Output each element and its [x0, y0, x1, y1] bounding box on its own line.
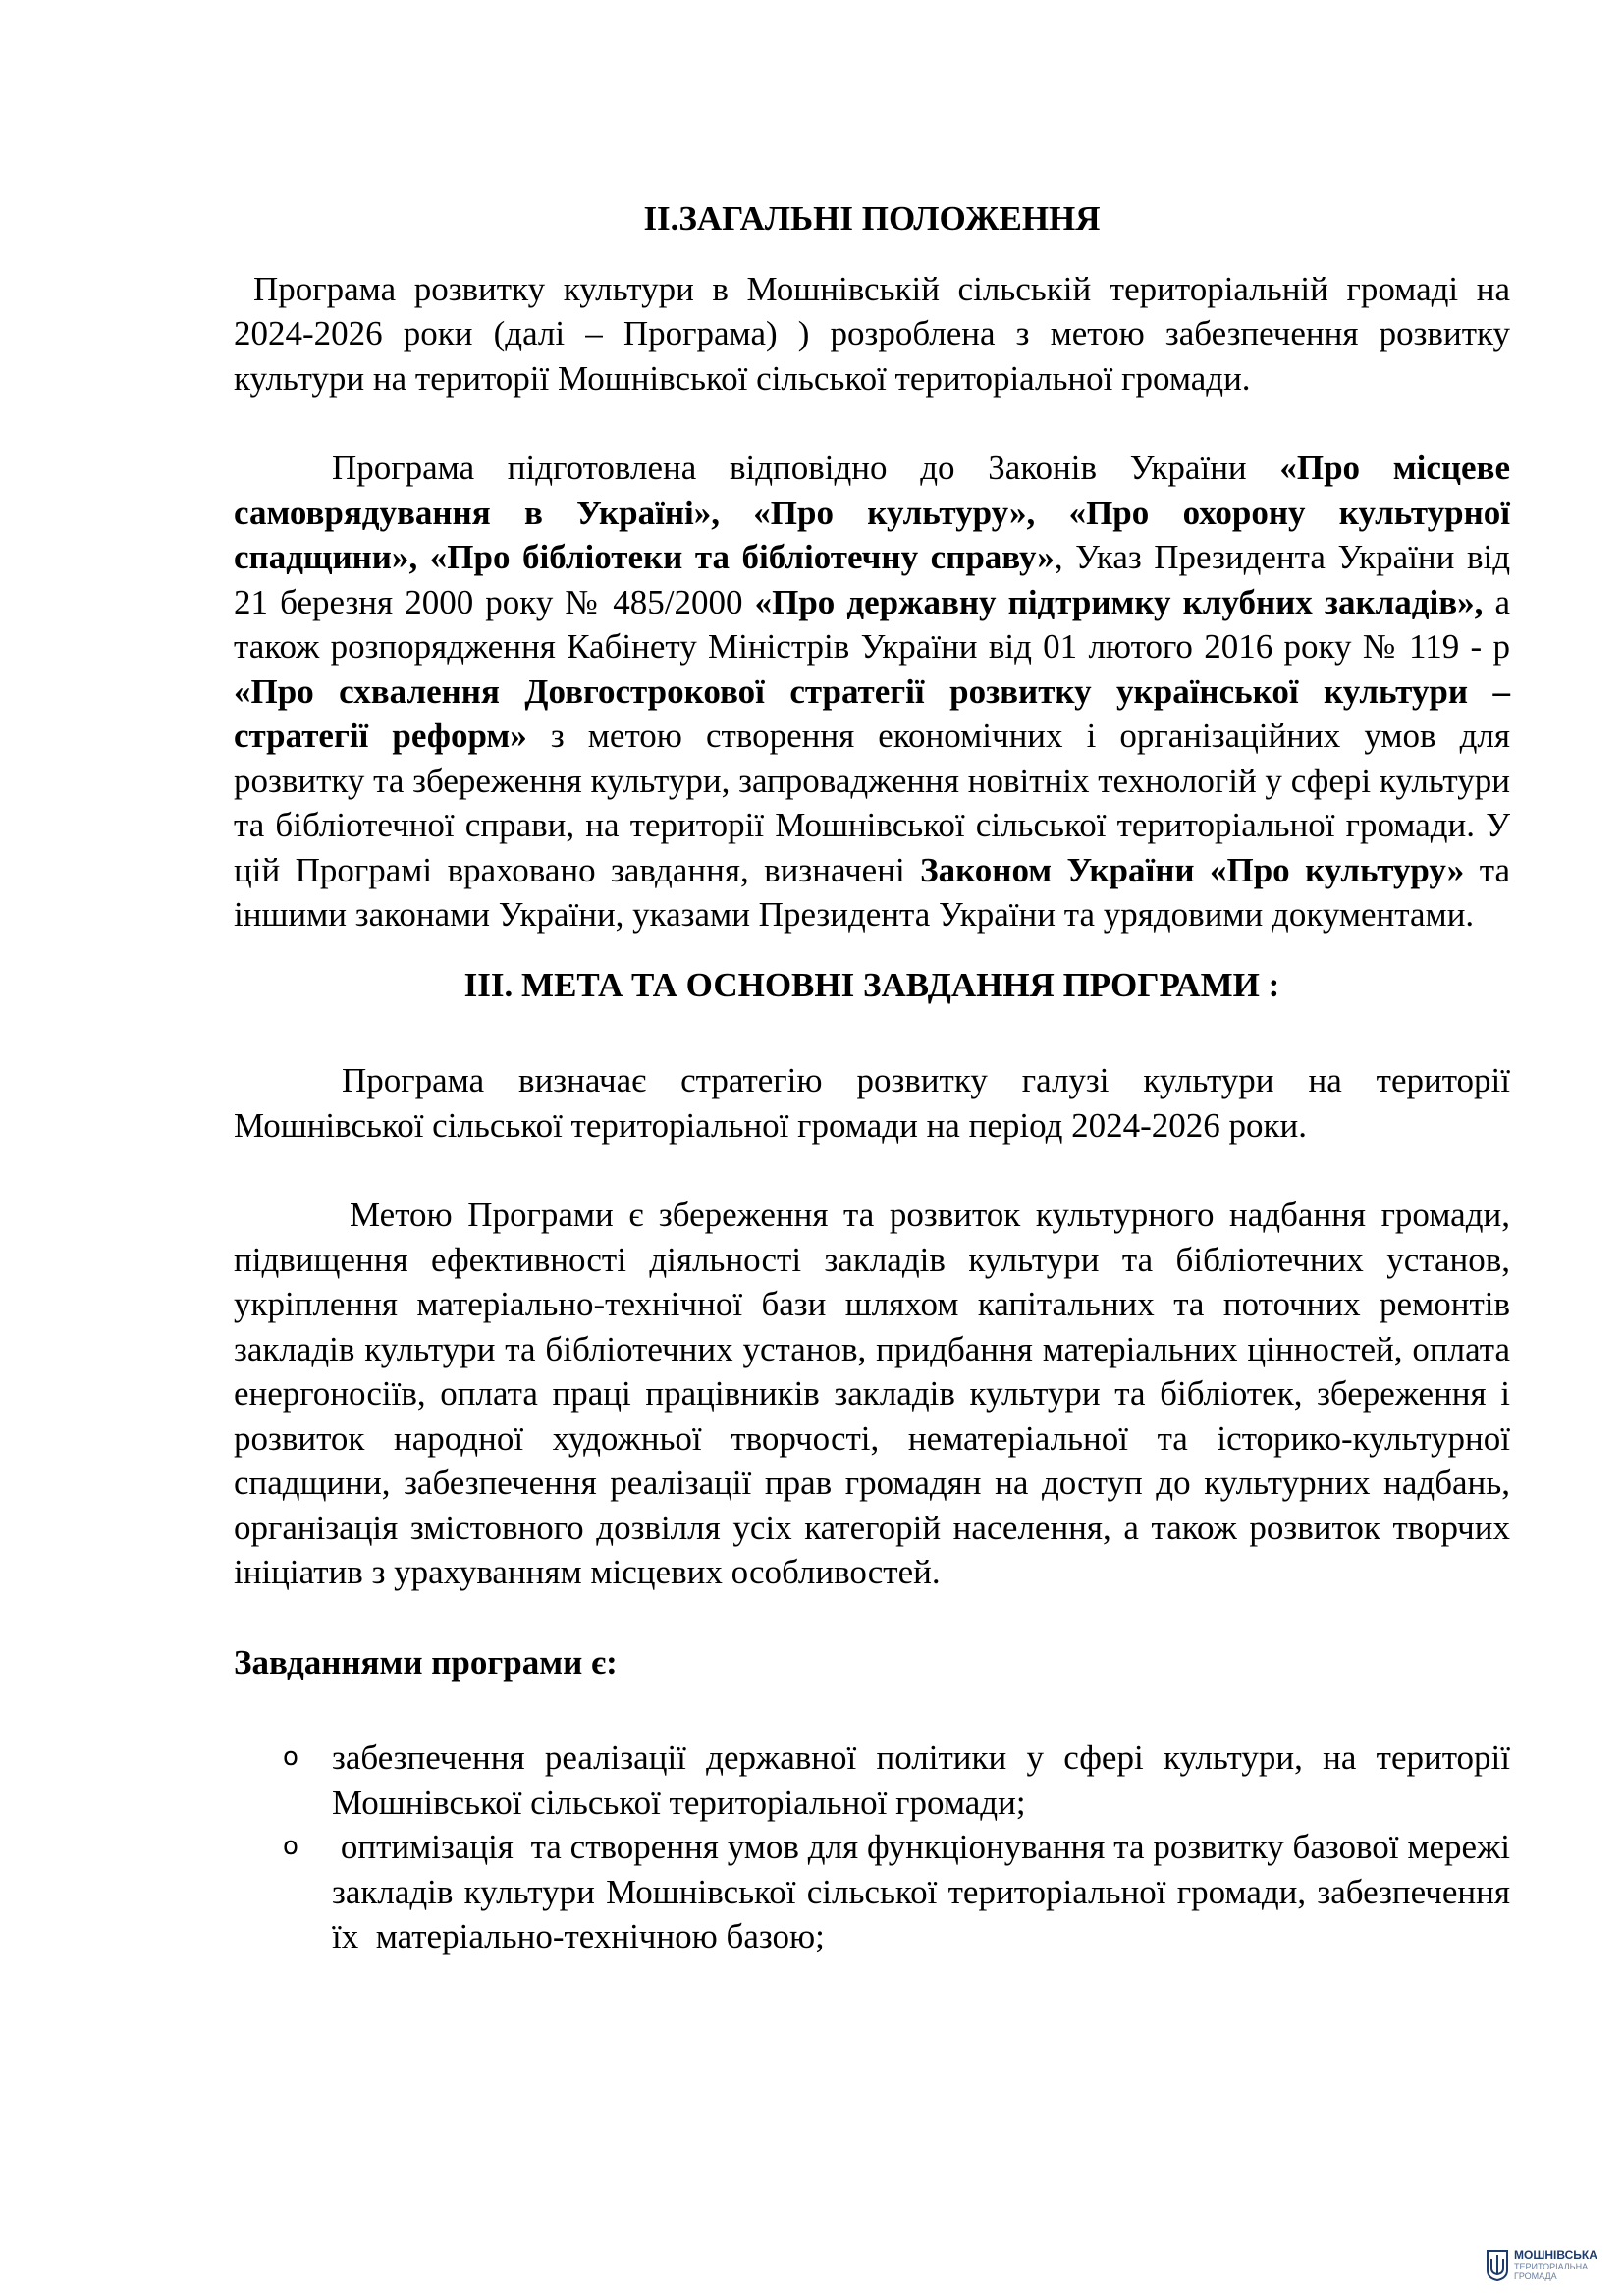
logo-line-2: ТЕРИТОРІАЛЬНА	[1514, 2262, 1589, 2271]
tasks-heading: Завданнями програми є:	[234, 1642, 618, 1682]
section-3-paragraph-1: Програма визначає стратегію розвитку галузі культури на території Мошнівської сільської територіальної громади на період 2024-2026 роки.	[234, 1061, 1510, 1145]
section-2-heading: ІІ.ЗАГАЛЬНІ ПОЛОЖЕННЯ	[643, 199, 1101, 238]
tasks-list	[234, 1735, 1519, 1959]
bullet-marker: o	[283, 1742, 298, 1772]
section-2-paragraph-1: Програма розвитку культури в Мошнівській сільській територіальній громаді на 2024-2026 роки (далі – Програма) ) розроблена з метою забезпечення розвитку культури на території Мошнівської сільської територіальної громади.	[234, 269, 1510, 398]
document-page	[234, 196, 1519, 1959]
logo-line-1: МОШНІВСЬКА	[1514, 2248, 1597, 2262]
section-3-heading: ІІІ. МЕТА ТА ОСНОВНІ ЗАВДАННЯ ПРОГРАМИ :	[463, 965, 1280, 1004]
task-item: o забезпечення реалізації державної політики у сфері культури, на території Мошнівської сільської територіальної громади;	[234, 1735, 1510, 1825]
community-logo	[1486, 2249, 1623, 2294]
task-item: o оптимізація та створення умов для функціонування та розвитку базової мережі закладів культури Мошнівської сільської територіальної громади, забезпечення їх матеріально-технічною базою;	[234, 1825, 1510, 1959]
section-3-paragraph-2: Метою Програми є збереження та розвиток культурного надбання громади, підвищення ефективності діяльності закладів культури та бібліотечних установ, укріплення матеріально-технічної бази шляхом капітальних та поточних ремонтів закладів культури та бібліотечних установ, придбання матеріальних цінностей, оплата енергоносіїв, оплата праці працівників закладів культури та бібліотек, збереження і розвиток народної художньої творчості, нематеріальної та історико-культурної спадщини, забезпечення реалізації прав громадян на доступ до культурних надбань, організація змістовного дозвілля усіх категорій населення, а також розвиток творчих ініціатив з урахуванням місцевих особливостей.	[234, 1196, 1510, 1591]
logo-line-3: ГРОМАДА	[1514, 2271, 1557, 2281]
section-2-paragraph-2: Програма підготовлена відповідно до Законів України «Про місцеве самоврядування в Україні», «Про культуру», «Про охорону культурної спадщини», «Про бібліотеки та бібліотечну справу», Указ Президента України від 21 березня 2000 року № 485/2000 «Про державну підтримку клубних закладів», а також розпорядження Кабінету Міністрів України від 01 лютого 2016 року № 119 - р «Про схвалення Довгострокової стратегії розвитку української культури – стратегії реформ» з метою створення економічних і організаційних умов для розвитку та збереження культури, запровадження новітніх технологій у сфері культури та бібліотечної справи, на території Мошнівської сільської територіальної громади. У цій Програмі враховано завдання, визначені Законом України «Про культуру» та іншими законами України, указами Президента України та урядовими документами.	[234, 449, 1511, 934]
trident-emblem-icon	[1486, 2249, 1509, 2282]
bullet-marker: o	[283, 1832, 298, 1861]
